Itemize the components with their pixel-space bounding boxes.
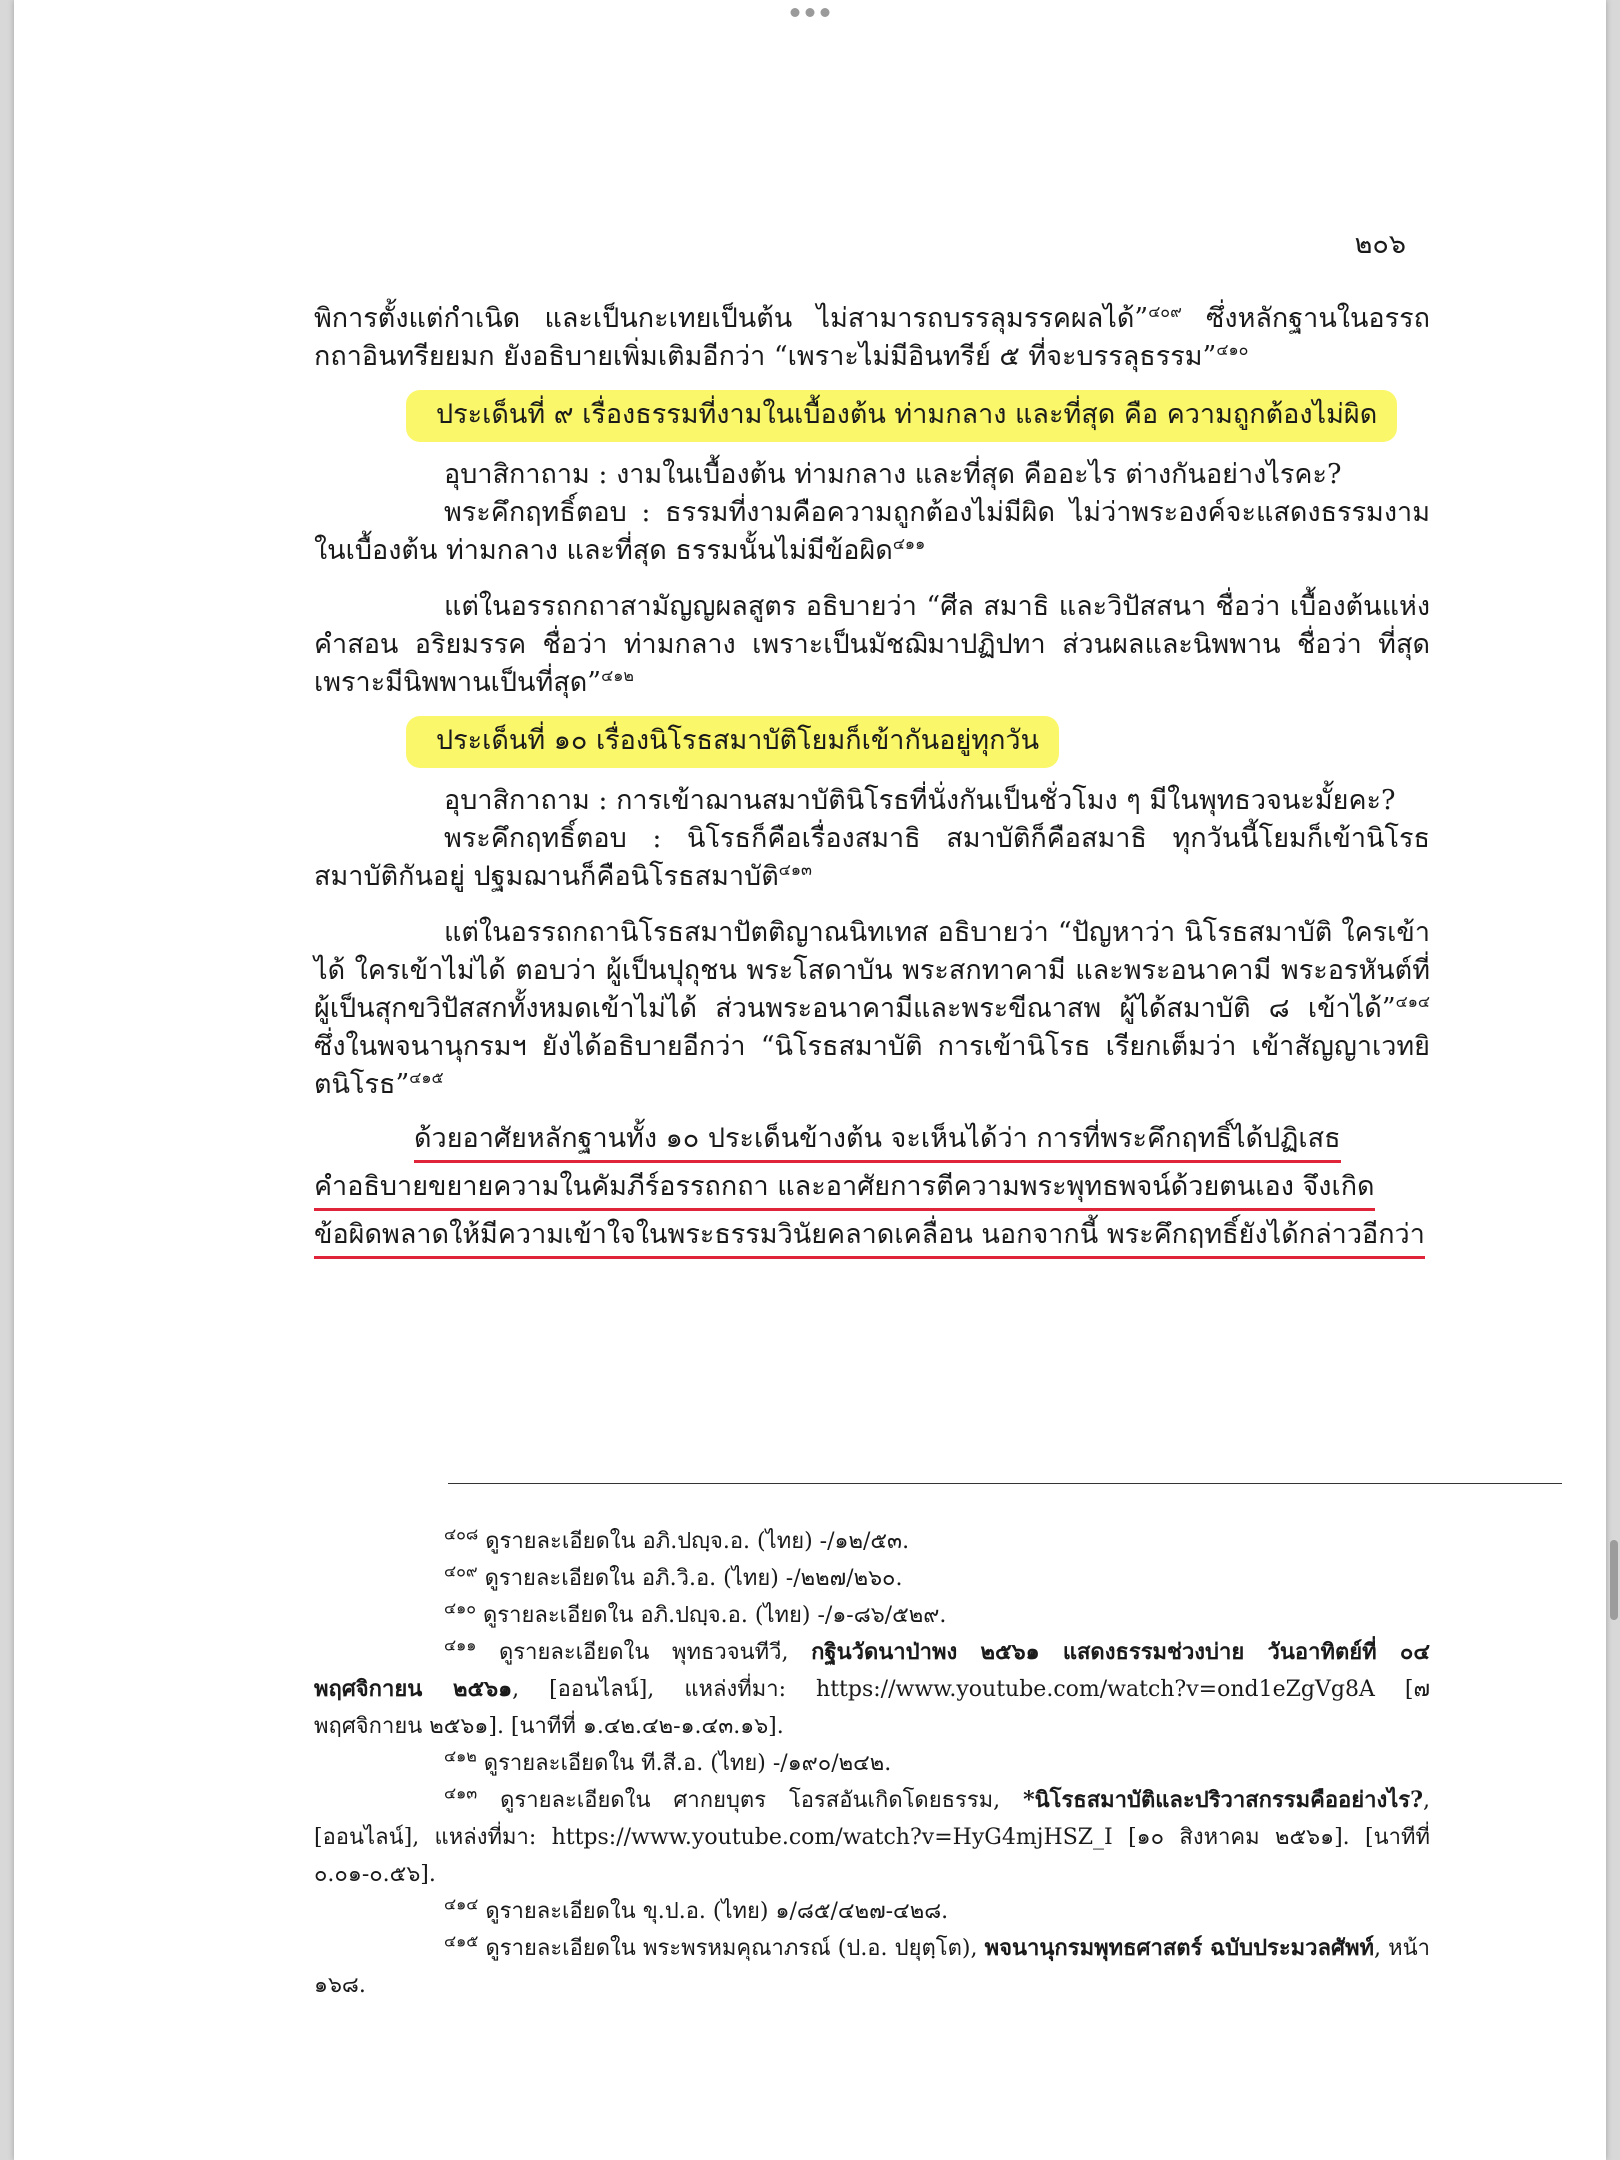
underlined-line-2: คำอธิบายขยายความในคัมภีร์อรรถกถา และอาศัยการตีความพระพุทธพจน์ด้วยตนเอง จึงเกิด [314,1171,1375,1211]
body-text [314,300,1430,1254]
footnote-409: $^{๔๐๙}$ ดูรายละเอียดใน อภิ.วิ.อ. (ไทย) -/๒๒๗/๒๖๐. [444,1561,903,1591]
question-9: อุบาสิกาถาม : งามในเบื้องต้น ท่ามกลาง และที่สุด คืออะไร ต่างกันอย่างไรคะ? [444,459,1342,490]
paragraph-3: แต่ในอรรถกถานิโรธสมาปัตติญาณนิทเทส อธิบายว่า “ปัญหาว่า นิโรธสมาบัติ ใครเข้าได้ ใครเข้าไม่ได้ ตอบว่า ผู้เป็นปุถุชน พระโสดาบัน พระสกทาคามี และพระอนาคามี พระอรหันต์ที่ผู้เป็นสุกขวิปัสสกทั้งหมดเข้าไม่ได้ ส่วนพระอนาคามีและพระขีณาสพ ผู้ได้สมาบัติ ๘ เข้าได้”$^{๔๑๔}$ ซึ่งในพจนานุกรมฯ ยังได้อธิบายอีกว่า “นิโรธสมาบัติ การเข้านิโรธ เรียกเต็มว่า เข้าสัญญาเวทยิตนิโรธ”$^{๔๑๕}$ [314,917,1430,1100]
document-page [14,0,1606,2160]
question-10: อุบาสิกาถาม : การเข้าฌานสมาบัตินิโรธที่นั่งกันเป็นชั่วโมง ๆ มีในพุทธวจนะมั้ยคะ? [444,785,1396,816]
underlined-line-3: ข้อผิดพลาดให้มีความเข้าใจในพระธรรมวินัยคลาดเคลื่อน นอกจากนี้ พระคึกฤทธิ์ยังได้กล่าวอีกว่า [314,1219,1425,1259]
conclusion-paragraph [314,1120,1430,1254]
paragraph-1: พิการตั้งแต่กำเนิด และเป็นกะเทยเป็นต้น ไม่สามารถบรรลุมรรคผลได้”$^{๔๐๙}$ ซึ่งหลักฐานในอรรถกถาอินทรียยมก ยังอธิบายเพิ่มเติมอีกว่า “เพราะไม่มีอินทรีย์ ๕ ที่จะบรรลุธรรม”$^{๔๑๐}$ [314,302,1430,372]
underlined-line-1: ด้วยอาศัยหลักฐานทั้ง ๑๐ ประเด็นข้างต้น จะเห็นได้ว่า การที่พระคึกฤทธิ์ได้ปฏิเสธ [414,1123,1341,1163]
answer-10: พระคึกฤทธิ์ตอบ : นิโรธก็คือเรื่องสมาธิ สมาบัติก็คือสมาธิ ทุกวันนี้โยมก็เข้านิโรธสมาบัติกันอยู่ ปฐมฌานก็คือนิโรธสมาบัติ$^{๔๑๓}$ [314,823,1430,892]
highlight-issue-9: ประเด็นที่ ๙ เรื่องธรรมที่งามในเบื้องต้น ท่ามกลาง และที่สุด คือ ความถูกต้องไม่ผิด [406,390,1397,442]
footnote-414: $^{๔๑๔}$ ดูรายละเอียดใน ขุ.ป.อ. (ไทย) ๑/๘๕/๔๒๗-๔๒๘. [444,1894,949,1924]
footnote-412: $^{๔๑๒}$ ดูรายละเอียดใน ที.สี.อ. (ไทย) -/๑๙๐/๒๔๒. [444,1746,892,1776]
footnote-separator [448,1483,1562,1484]
footnote-413: $^{๔๑๓}$ ดูรายละเอียดใน ศากยบุตร โอรสอันเกิดโดยธรรม, *นิโรธสมาบัติและปริวาสกรรมคืออย่างไร?, [ออนไลน์], แหล่งที่มา: https://www.youtube.com/watch?v=HyG4mjHSZ_I [๑๐ สิงหาคม ๒๕๖๑]. [นาทีที่ ๐.๐๑-๐.๕๖]. [314,1783,1430,1887]
answer-9: พระคึกฤทธิ์ตอบ : ธรรมที่งามคือความถูกต้องไม่มีผิด ไม่ว่าพระองค์จะแสดงธรรมงามในเบื้องต้น ท่ามกลาง และที่สุด ธรรมนั้นไม่มีข้อผิด$^{๔๑๑}$ [314,497,1430,566]
highlight-issue-10: ประเด็นที่ ๑๐ เรื่องนิโรธสมาบัติโยมก็เข้ากันอยู่ทุกวัน [406,716,1059,768]
footnote-410: $^{๔๑๐}$ ดูรายละเอียดใน อภิ.ปญฺจ.อ. (ไทย) -/๑-๘๖/๕๒๙. [444,1598,947,1628]
page-number: ๒๐๖ [1354,229,1406,260]
paragraph-2: แต่ในอรรถกถาสามัญญผลสูตร อธิบายว่า “ศีล สมาธิ และวิปัสสนา ชื่อว่า เบื้องต้นแห่งคำสอน อริยมรรค ชื่อว่า ท่ามกลาง เพราะเป็นมัชฌิมาปฏิปทา ส่วนผลและนิพพาน ชื่อว่า ที่สุด เพราะมีนิพพานเป็นที่สุด”$^{๔๑๒}$ [314,591,1430,698]
footnote-411: $^{๔๑๑}$ ดูรายละเอียดใน พุทธวจนทีวี, กฐินวัดนาป่าพง ๒๕๖๑ แสดงธรรมช่วงบ่าย วันอาทิตย์ที่ ๐๔ พฤศจิกายน ๒๕๖๑, [ออนไลน์], แหล่งที่มา: https://www.youtube.com/watch?v=ond1eZgVg8A [๗ พฤศจิกายน ๒๕๖๑]. [นาทีที่ ๑.๔๒.๔๒-๑.๔๓.๑๖]. [314,1635,1431,1739]
footnote-408: $^{๔๐๘}$ ดูรายละเอียดใน อภิ.ปญฺจ.อ. (ไทย) -/๑๒/๕๓. [444,1524,910,1554]
more-options-icon[interactable] [791,8,830,17]
footnotes [314,1523,1430,2004]
footnote-415: $^{๔๑๕}$ ดูรายละเอียดใน พระพรหมคุณาภรณ์ (ป.อ. ปยุตฺโต), พจนานุกรมพุทธศาสตร์ ฉบับประมวลศัพท์, หน้า ๑๖๘. [314,1931,1430,1998]
scrollbar-thumb[interactable] [1610,1540,1618,1620]
